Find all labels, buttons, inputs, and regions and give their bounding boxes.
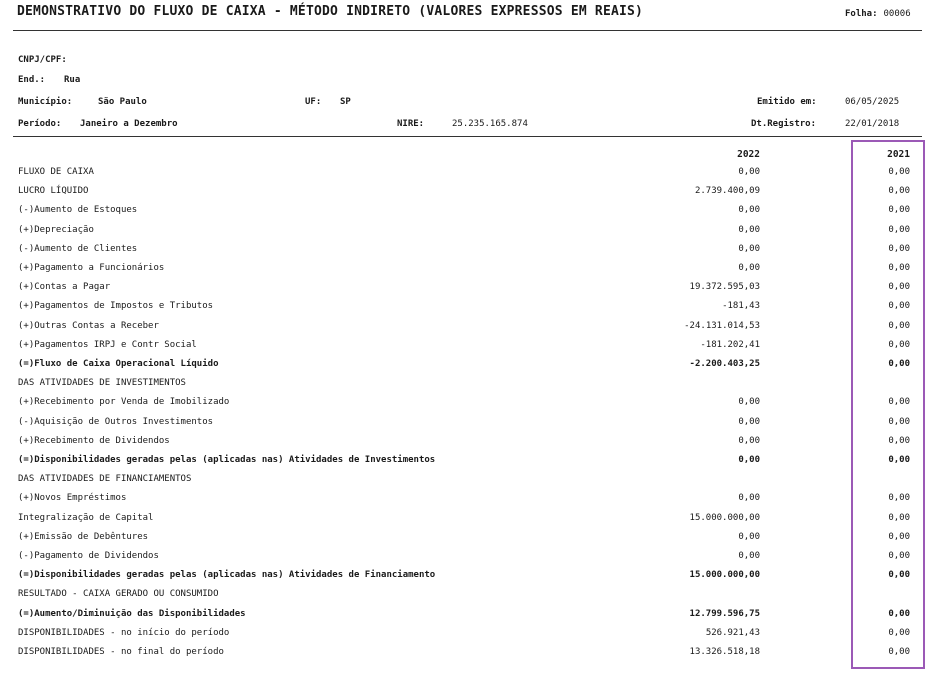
table-row bbox=[0, 359, 929, 378]
table-row bbox=[0, 455, 929, 474]
row-value-2022: 0,00 bbox=[738, 397, 760, 408]
row-value-2022: 0,00 bbox=[738, 205, 760, 216]
table-row bbox=[0, 397, 929, 416]
row-value-2021: 0,00 bbox=[888, 627, 910, 638]
row-value-2021: 0,00 bbox=[888, 205, 910, 216]
row-value-2022: 0,00 bbox=[738, 531, 760, 542]
row-label: RESULTADO - CAIXA GERADO OU CONSUMIDO bbox=[18, 589, 219, 600]
row-value-2022: 2.739.400,09 bbox=[694, 186, 760, 197]
table-row bbox=[0, 244, 929, 263]
row-value-2022: 15.000.000,00 bbox=[689, 570, 760, 581]
registro-value: 22/01/2018 bbox=[845, 119, 900, 129]
header-rule bbox=[13, 136, 922, 137]
column-highlight-box bbox=[851, 140, 925, 669]
uf-value: SP bbox=[340, 97, 351, 107]
row-label: (+)Pagamentos de Impostos e Tributos bbox=[18, 301, 214, 312]
row-label: DISPONIBILIDADES - no final do período bbox=[18, 647, 224, 657]
row-value-2022: -2.200.403,25 bbox=[689, 359, 760, 369]
municipio-value: São Paulo bbox=[98, 97, 147, 107]
row-value-2022: 526.921,43 bbox=[705, 627, 760, 638]
row-label: LUCRO LÍQUIDO bbox=[18, 186, 89, 197]
uf-label: UF: bbox=[305, 97, 322, 107]
table-row bbox=[0, 378, 929, 397]
report-title: DEMONSTRATIVO DO FLUXO DE CAIXA - MÉTODO INDIRETO (VALORES EXPRESSOS EM REAIS) bbox=[17, 4, 644, 19]
table-row bbox=[0, 609, 929, 628]
row-label: (+)Pagamentos IRPJ e Contr Social bbox=[18, 339, 197, 350]
top-rule bbox=[13, 30, 922, 31]
table-row bbox=[0, 282, 929, 301]
row-label: (-)Aumento de Estoques bbox=[18, 205, 138, 216]
row-value-2021: 0,00 bbox=[888, 455, 910, 465]
nire-value: 25.235.165.874 bbox=[452, 119, 528, 129]
row-label: (=)Aumento/Diminuição das Disponibilidades bbox=[18, 608, 246, 619]
table-row bbox=[0, 589, 929, 608]
row-value-2022: -24.131.014,53 bbox=[684, 320, 760, 331]
periodo-label: Período: bbox=[18, 119, 62, 129]
table-row bbox=[0, 628, 929, 647]
end-label: End.: bbox=[18, 75, 46, 85]
row-label: DISPONIBILIDADES - no início do período bbox=[18, 627, 230, 638]
folha-value: 00006 bbox=[883, 9, 911, 19]
table-row bbox=[0, 167, 929, 186]
col-head-2021: 2021 bbox=[887, 149, 910, 160]
row-value-2021: 0,00 bbox=[888, 608, 910, 619]
row-label: (+)Novos Empréstimos bbox=[18, 493, 127, 504]
row-value-2021: 0,00 bbox=[888, 224, 910, 235]
table-row bbox=[0, 205, 929, 224]
row-label: (=)Disponibilidades geradas pelas (aplicadas nas) Atividades de Investimentos bbox=[18, 455, 436, 465]
row-label: (+)Pagamento a Funcionários bbox=[18, 263, 165, 273]
row-value-2022: 15.000.000,00 bbox=[689, 512, 760, 523]
periodo-value: Janeiro a Dezembro bbox=[80, 119, 178, 129]
table-row bbox=[0, 570, 929, 589]
row-value-2022: 19.372.595,03 bbox=[689, 282, 760, 293]
row-label: DAS ATIVIDADES DE FINANCIAMENTOS bbox=[18, 474, 192, 485]
row-value-2022: 0,00 bbox=[738, 493, 760, 504]
row-label: (+)Contas a Pagar bbox=[18, 282, 111, 293]
row-label: Integralização de Capital bbox=[18, 512, 154, 523]
registro-label: Dt.Registro: bbox=[751, 119, 817, 129]
row-value-2022: 0,00 bbox=[738, 224, 760, 235]
row-value-2021: 0,00 bbox=[888, 493, 910, 504]
table-row bbox=[0, 301, 929, 320]
table-row bbox=[0, 340, 929, 359]
table-row bbox=[0, 551, 929, 570]
row-value-2021: 0,00 bbox=[888, 339, 910, 350]
row-value-2022: 0,00 bbox=[738, 243, 760, 254]
row-value-2021: 0,00 bbox=[888, 570, 910, 581]
row-label: (+)Emissão de Debêntures bbox=[18, 531, 149, 542]
row-value-2022: 0,00 bbox=[738, 455, 760, 465]
table-row bbox=[0, 532, 929, 551]
row-value-2022: 0,00 bbox=[738, 551, 760, 561]
row-label: (=)Disponibilidades geradas pelas (aplicadas nas) Atividades de Financiamento bbox=[18, 570, 436, 581]
folha bbox=[845, 9, 911, 19]
row-value-2021: 0,00 bbox=[888, 320, 910, 331]
row-value-2021: 0,00 bbox=[888, 243, 910, 254]
row-value-2021: 0,00 bbox=[888, 397, 910, 408]
row-value-2021: 0,00 bbox=[888, 531, 910, 542]
table-row bbox=[0, 225, 929, 244]
folha-label: Folha: bbox=[845, 9, 878, 19]
row-value-2021: 0,00 bbox=[888, 551, 910, 561]
row-label: FLUXO DE CAIXA bbox=[18, 167, 94, 177]
row-value-2021: 0,00 bbox=[888, 416, 910, 427]
row-value-2022: 0,00 bbox=[738, 167, 760, 177]
row-label: (-)Aquisição de Outros Investimentos bbox=[18, 416, 214, 427]
table-row bbox=[0, 493, 929, 512]
row-label: (-)Aumento de Clientes bbox=[18, 243, 138, 254]
table-row bbox=[0, 186, 929, 205]
row-value-2022: 13.326.518,18 bbox=[689, 647, 760, 657]
row-value-2021: 0,00 bbox=[888, 512, 910, 523]
row-label: (+)Recebimento por Venda de Imobilizado bbox=[18, 397, 230, 408]
row-value-2021: 0,00 bbox=[888, 263, 910, 273]
row-value-2022: 0,00 bbox=[738, 416, 760, 427]
row-value-2022: 0,00 bbox=[738, 435, 760, 446]
row-label: DAS ATIVIDADES DE INVESTIMENTOS bbox=[18, 378, 186, 389]
table-row bbox=[0, 474, 929, 493]
row-value-2022: 0,00 bbox=[738, 263, 760, 273]
cnpj-label: CNPJ/CPF: bbox=[18, 55, 67, 65]
row-value-2021: 0,00 bbox=[888, 282, 910, 293]
row-label: (+)Depreciação bbox=[18, 224, 94, 235]
table-row bbox=[0, 263, 929, 282]
row-value-2021: 0,00 bbox=[888, 186, 910, 197]
row-value-2021: 0,00 bbox=[888, 359, 910, 369]
row-value-2022: -181.202,41 bbox=[700, 339, 760, 350]
emitido-value: 06/05/2025 bbox=[845, 97, 900, 107]
row-value-2021: 0,00 bbox=[888, 167, 910, 177]
row-value-2021: 0,00 bbox=[888, 647, 910, 657]
col-head-2022: 2022 bbox=[737, 149, 760, 160]
emitido-label: Emitido em: bbox=[757, 97, 817, 107]
table-row bbox=[0, 647, 929, 666]
row-value-2021: 0,00 bbox=[888, 435, 910, 446]
table-row bbox=[0, 513, 929, 532]
row-value-2022: -181,43 bbox=[722, 301, 760, 312]
table-row bbox=[0, 417, 929, 436]
end-value: Rua bbox=[64, 75, 81, 85]
table-row bbox=[0, 321, 929, 340]
table-row bbox=[0, 436, 929, 455]
row-label: (-)Pagamento de Dividendos bbox=[18, 551, 159, 561]
row-label: (+)Outras Contas a Receber bbox=[18, 320, 159, 331]
row-label: (=)Fluxo de Caixa Operacional Líquido bbox=[18, 359, 219, 369]
municipio-label: Município: bbox=[18, 97, 73, 107]
row-value-2021: 0,00 bbox=[888, 301, 910, 312]
nire-label: NIRE: bbox=[397, 119, 425, 129]
row-value-2022: 12.799.596,75 bbox=[689, 608, 760, 619]
row-label: (+)Recebimento de Dividendos bbox=[18, 435, 170, 446]
